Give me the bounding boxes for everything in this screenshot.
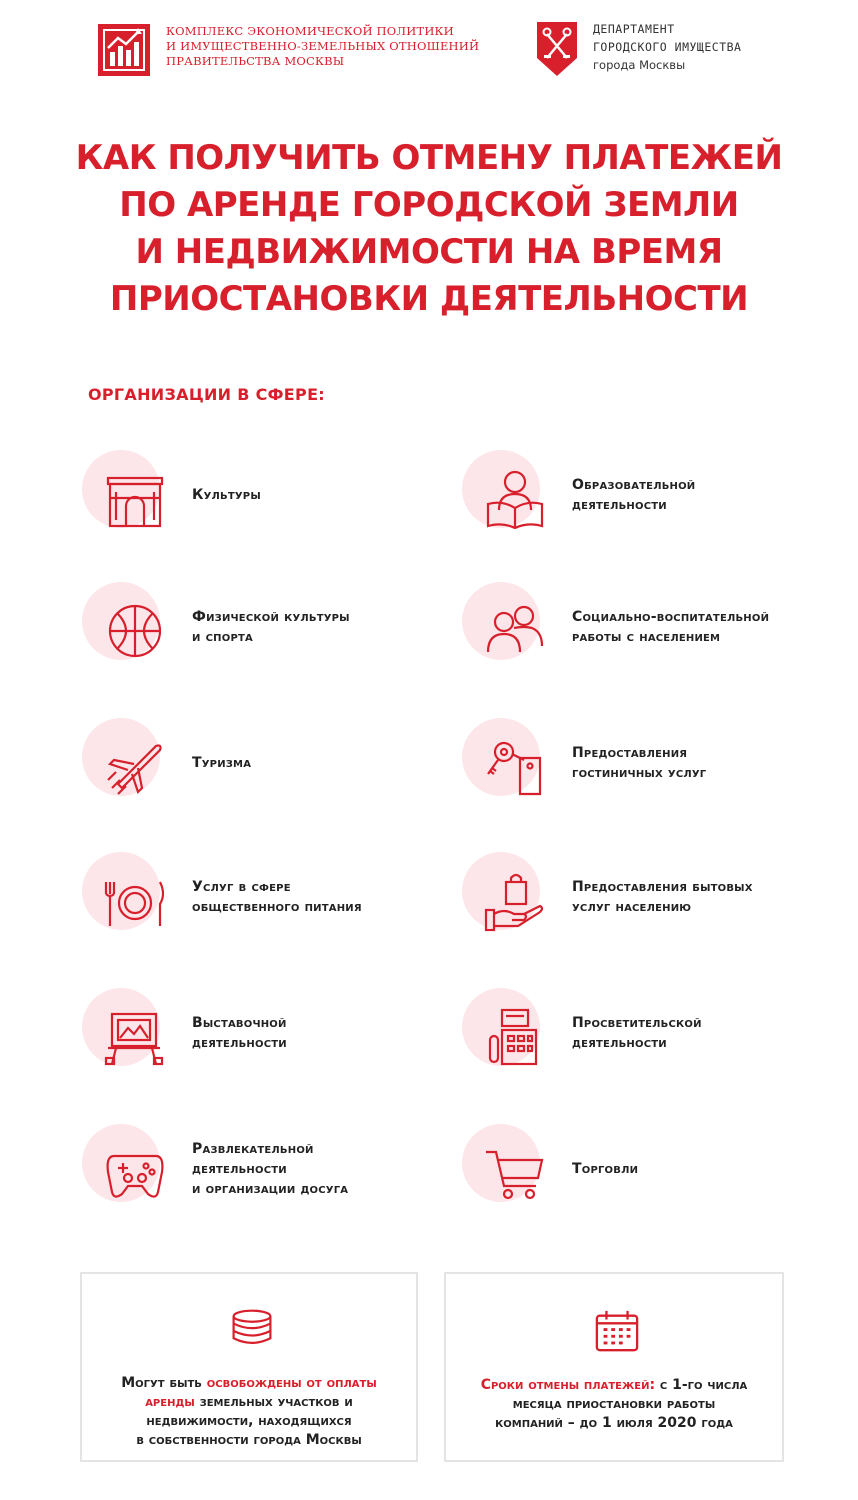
ball-icon	[104, 600, 166, 662]
complex-logo	[96, 18, 479, 78]
highlight-text: освобождены от оплаты	[206, 1375, 377, 1391]
title-line: И НЕДВИЖИМОСТИ НА ВРЕМЯ	[135, 232, 723, 272]
logo-line: И ИМУЩЕСТВЕННО-ЗЕМЕЛЬНЫХ ОТНОШЕНИЙ	[166, 39, 480, 53]
coins-stack-icon	[229, 1308, 275, 1352]
sector-culture	[82, 450, 261, 540]
text-part: в собственности города Москвы	[136, 1432, 362, 1448]
sector-label: Образовательной	[572, 477, 696, 493]
sector-sport	[82, 582, 350, 672]
sector-hotel	[462, 718, 706, 808]
plate-cutlery-icon	[104, 870, 166, 932]
sector-label: Физической культуры	[192, 609, 350, 625]
text-part: недвижимости, находящихся	[146, 1413, 352, 1429]
text-part: с 1-го числа	[655, 1377, 748, 1393]
text-part: Могут быть	[121, 1375, 207, 1391]
sector-enlightenment	[462, 988, 702, 1078]
text-part: месяца приостановки работы	[512, 1396, 716, 1412]
exemption-box	[80, 1272, 418, 1462]
sector-exhibition	[82, 988, 287, 1078]
sector-label: Культуры	[192, 487, 261, 503]
exemption-text	[82, 1374, 416, 1450]
text-part: земельных участков и	[194, 1394, 353, 1410]
sector-label: Торговли	[572, 1161, 639, 1177]
header	[0, 0, 858, 100]
sector-label: деятельности	[192, 1161, 287, 1177]
sector-catering	[82, 852, 362, 942]
sector-social	[462, 582, 769, 672]
sector-label: Социально-воспитательной	[572, 609, 770, 625]
calendar-icon	[594, 1308, 640, 1354]
sector-label: Услуг в сфере	[192, 879, 291, 895]
sector-label: гостиничных услуг	[572, 765, 707, 781]
deadline-box	[444, 1272, 784, 1462]
easel-picture-icon	[104, 1006, 166, 1068]
key-tag-icon	[484, 736, 546, 798]
people-icon	[484, 600, 546, 662]
title-line: КАК ПОЛУЧИТЬ ОТМЕНУ ПЛАТЕЖЕЙ	[75, 138, 783, 178]
sector-label: Развлекательной	[192, 1141, 314, 1157]
sector-trade	[462, 1124, 638, 1214]
sector-label: работы с населением	[572, 629, 721, 645]
sector-label: Туризма	[192, 755, 252, 771]
sector-label: и спорта	[192, 629, 253, 645]
sector-entertainment	[82, 1124, 348, 1214]
sector-label: общественного питания	[192, 899, 362, 915]
section-subtitle: ОРГАНИЗАЦИИ В СФЕРЕ:	[88, 385, 325, 404]
cash-register-icon	[484, 1006, 546, 1068]
sector-education	[462, 450, 695, 540]
sector-label: Предоставления	[572, 745, 688, 761]
sector-label: Просветительской	[572, 1015, 702, 1031]
sector-household	[462, 852, 753, 942]
sector-label: Предоставления бытовых	[572, 879, 753, 895]
airplane-icon	[104, 736, 166, 798]
department-logo	[535, 20, 741, 78]
title-line: ПО АРЕНДЕ ГОРОДСКОЙ ЗЕМЛИ	[119, 185, 739, 225]
deadline-text	[446, 1376, 782, 1433]
sector-label: и организации досуга	[192, 1181, 349, 1197]
page-title	[0, 135, 858, 323]
shield-keys-icon	[535, 20, 579, 78]
hand-bag-icon	[484, 870, 546, 932]
graph-emblem-icon	[96, 18, 152, 78]
highlight-text: аренды	[145, 1394, 195, 1410]
reading-person-icon	[484, 468, 546, 530]
arch-icon	[104, 468, 166, 530]
logo-line: ДЕПАРТАМЕНТ	[593, 22, 675, 36]
sector-label: деятельности	[572, 1035, 667, 1051]
logo-line: ГОРОДСКОГО ИМУЩЕСТВА	[593, 40, 742, 54]
text-part: компаний – до 1 июля 2020 года	[495, 1415, 733, 1431]
sector-label: деятельности	[572, 497, 667, 513]
logo-line: города Москвы	[593, 58, 686, 72]
gamepad-icon	[104, 1142, 166, 1204]
logo-line: ПРАВИТЕЛЬСТВА МОСКВЫ	[166, 54, 345, 68]
sector-label: деятельности	[192, 1035, 287, 1051]
highlight-text: Сроки отмены платежей:	[480, 1377, 656, 1393]
sector-label: услуг населению	[572, 899, 692, 915]
title-line: ПРИОСТАНОВКИ ДЕЯТЕЛЬНОСТИ	[109, 279, 749, 319]
sector-label: Выставочной	[192, 1015, 287, 1031]
logo-line: КОМПЛЕКС ЭКОНОМИЧЕСКОЙ ПОЛИТИКИ	[166, 24, 454, 38]
shopping-cart-icon	[484, 1142, 546, 1204]
sector-tourism	[82, 718, 251, 808]
